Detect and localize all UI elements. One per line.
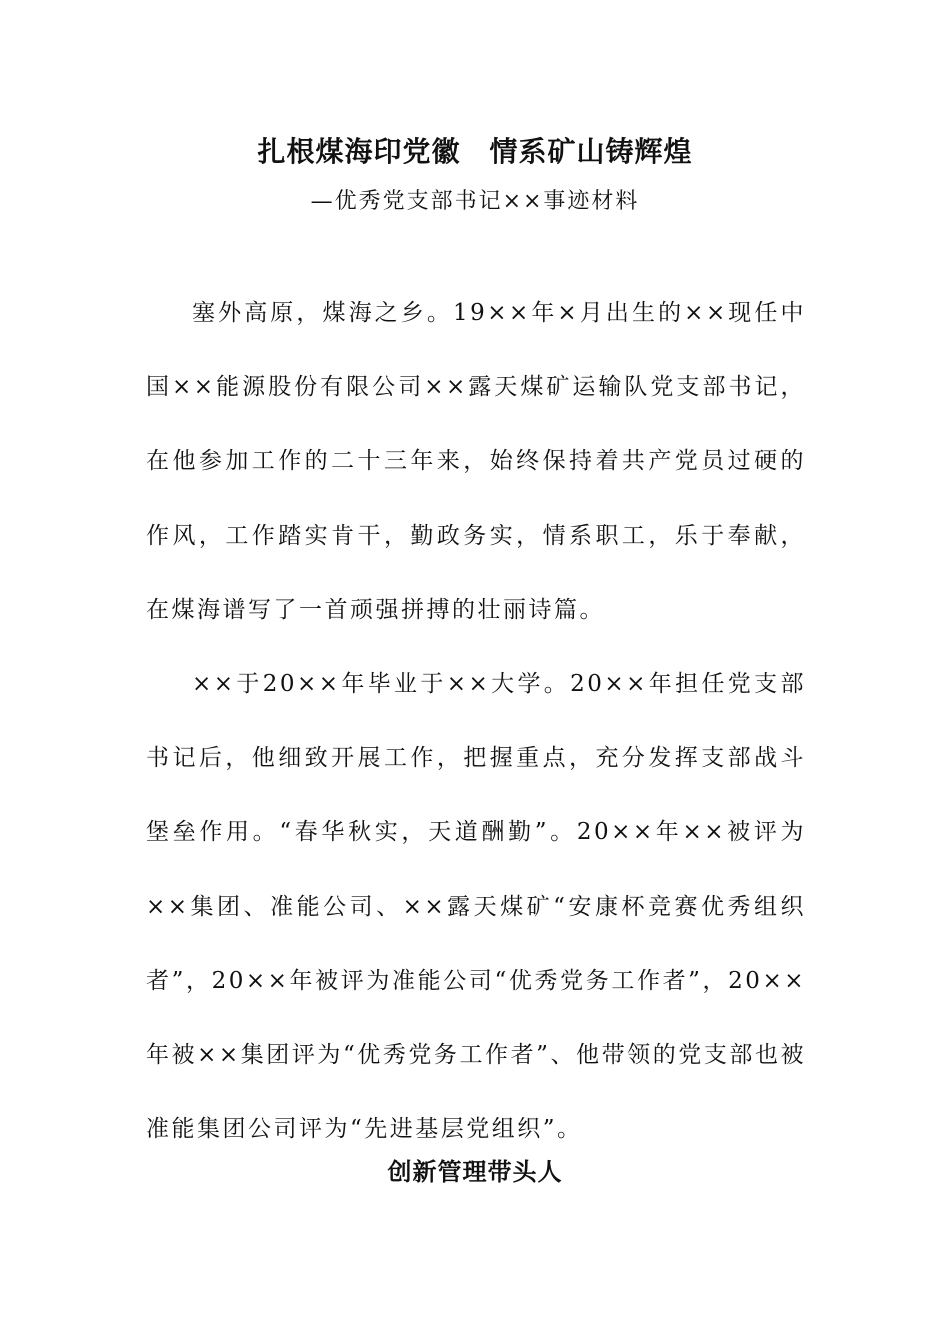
document-title: 扎根煤海印党徽 情系矿山铸辉煌 — [257, 135, 693, 168]
body-paragraph: ××于20××年毕业于××大学。20××年担任党支部书记后，他细致开展工作，把握重点，充分发挥支部战斗堡垒作用。“春华秋实，天道酬勤”。20××年××被评为××集团、准能公司、××露天煤矿“安康杯竞赛优秀组织者”，20××年被评为准能公司“优秀党务工作者”，20××年被××集团评为“优秀党务工作者”、他带领的党支部也被准能集团公司评为“先进基层党组织”。 — [146, 671, 806, 1143]
document-subtitle: —优秀党支部书记××事迹材料 — [310, 189, 640, 214]
document-body — [146, 276, 806, 1166]
body-paragraph: 塞外高原，煤海之乡。19××年×月出生的××现任中国××能源股份有限公司××露天煤矿运输队党支部书记，在他参加工作的二十三年来，始终保持着共产党员过硬的作风，工作踏实肯干，勤政务实，情系职工，乐于奉献，在煤海谱写了一首顽强拼搏的壮丽诗篇。 — [146, 300, 806, 623]
section-heading: 创新管理带头人 — [387, 1157, 563, 1186]
